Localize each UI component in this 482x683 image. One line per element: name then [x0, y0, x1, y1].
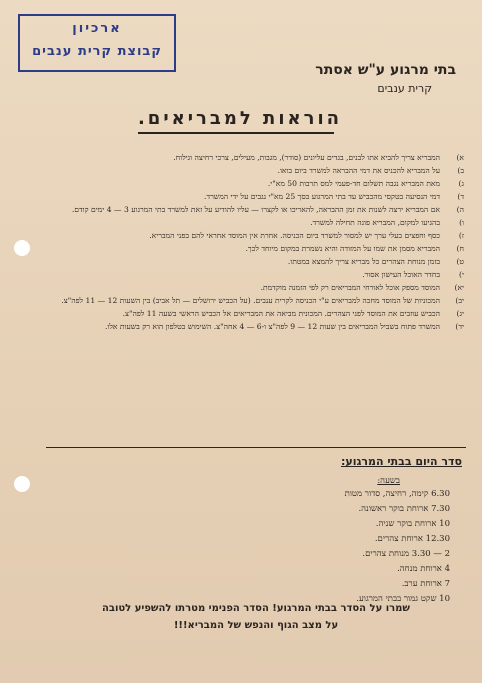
- rule-item: [46, 178, 464, 189]
- schedule-item: 7 ארוחת ערב.: [401, 579, 450, 589]
- rule-item: [46, 204, 464, 215]
- rule-item: [46, 295, 464, 306]
- punch-hole-bottom: [14, 476, 30, 492]
- header-location: קרית ענבים: [377, 82, 432, 95]
- rule-text: אם המבריא ירצה לשנות את זמן ההבראה, להאריכו או לקצרו — עליו להודיע על זאת למשרד בתי המרגוע 3 — 4 ימים קודם.: [71, 205, 440, 214]
- rule-number: יא): [454, 283, 464, 292]
- rule-text: כסף וחפצים בעלי ערך יש למסור למשרד ביום הכניסה. אחרת אין המוסד אחראי להם בפני המבריא.: [149, 231, 440, 240]
- section-divider: [46, 447, 466, 448]
- rule-item: [46, 230, 464, 241]
- rule-number: ח): [456, 244, 464, 253]
- schedule-item: 7.30 ארוחת בוקר ראשונה.: [358, 504, 450, 514]
- rule-item: [46, 217, 464, 228]
- rule-number: ד): [457, 192, 464, 201]
- rule-number: י): [459, 270, 464, 279]
- schedule-title: סדר היום בבתי המרגוע:: [340, 455, 462, 468]
- header-institution: בתי מרגוע ע"ש אסתר: [315, 62, 456, 78]
- rule-number: א): [456, 153, 464, 162]
- rule-number: יד): [455, 322, 464, 331]
- page-title: הוראות למבריאים.: [137, 108, 343, 129]
- rule-number: ו): [459, 218, 464, 227]
- rule-text: דמי הנסיעה בטקסי מהכביש עד בתי המרגוע בסך 25 מא"י נגבים על ידי המשרד.: [204, 192, 440, 201]
- rule-text: מאת המבריא נגבה תשלום חד-פעמי למס תרבות 50 מא"י.: [267, 179, 440, 188]
- rule-number: ג): [458, 179, 464, 188]
- rule-item: [46, 165, 464, 176]
- schedule-item: 12.30 ארוחת צהרים.: [374, 534, 450, 544]
- rule-number: יב): [455, 296, 464, 305]
- rule-text: על המבריא להכניס את דמי ההבראה למשרד ביום בואו.: [277, 166, 440, 175]
- stamp-line-2: קבוצת קרית ענבים: [32, 44, 162, 59]
- rule-item: [46, 308, 464, 319]
- schedule-subtitle: בשעה:: [377, 476, 400, 486]
- rule-item: [46, 256, 464, 267]
- rule-item: [46, 152, 464, 163]
- rule-text: המכוניות של המוסד מחכה למבריאים ע"י הכניסה לקרית ענבים. (על הכביש ירושלים — תל אביב) בין השעות 12 — 11 לפה"צ.: [61, 296, 440, 305]
- rule-text: בחדר האוכל העישון אסור.: [362, 270, 440, 279]
- rule-number: ז): [458, 231, 464, 240]
- rule-number: יג): [456, 309, 464, 318]
- rule-item: [46, 269, 464, 280]
- rule-text: בהגיעו למקום, המבריא פונה תחילה למשרד.: [310, 218, 440, 227]
- footer-line-2: על מצב הגוף והנפש של המבריא!!!: [173, 620, 339, 631]
- rule-text: הכביש עוזבים את המוסד לפני הצהרים. המכונית מביאה את המבריאים אל הכביש הראשי בשעה 11 לפה"צ.: [122, 309, 440, 318]
- stamp-line-1: ארכיון: [72, 21, 122, 36]
- rule-text: בזמן מנוחת הצהרים כל מבריא צריך להמצא במטתו.: [287, 257, 440, 266]
- archive-stamp: [18, 14, 176, 72]
- schedule-item: 4 ארוחת מנחה.: [397, 564, 450, 574]
- footer-line-1: שמרו על הסדר בבתי המרגוע! הסדר הפנימי מטרתו להשפיע לטובה: [101, 603, 410, 614]
- schedule-item: 10 שקט גמור בבתי המרגוע.: [356, 594, 450, 604]
- rule-text: המוסד מספק אוכל לאורחי המבריאים רק לפי הזמנה מוקדמת.: [260, 283, 440, 292]
- rule-number: ה): [456, 205, 464, 214]
- rule-item: [46, 282, 464, 293]
- rule-text: המבריא צריך להביא אתו לבנים, בגדים עליונים (סודר), מגבות, מעילים, צרכי רחיצה וגילוח.: [173, 153, 440, 162]
- rule-item: [46, 191, 464, 202]
- rules-list: [46, 152, 464, 334]
- schedule-item: 2 — 3.30 מנוחת צהרים.: [362, 549, 450, 559]
- rule-number: ב): [457, 166, 464, 175]
- punch-hole-top: [14, 240, 30, 256]
- footer-note: [60, 600, 452, 634]
- title-underline: [138, 132, 334, 134]
- rule-text: המשרד פתוח בשביל המבריאים בין שעות 12 — 9 לפה"צ ו-6 — 4 אחה"צ. השימוש בטלפון הוא רק בשעות אלו.: [105, 322, 440, 331]
- rule-number: ט): [456, 257, 464, 266]
- schedule-item: 10 ארוחת בוקר שניה.: [375, 519, 450, 529]
- rule-item: [46, 243, 464, 254]
- rule-text: המבריא מסמן את שמו על המזודה והיא נשמרת במקום מיוחד לכך.: [245, 244, 440, 253]
- rule-item: [46, 321, 464, 332]
- schedule-list: [220, 487, 450, 607]
- schedule-item: 6.30 קימה, רחיצה, סדור מטות: [344, 489, 450, 499]
